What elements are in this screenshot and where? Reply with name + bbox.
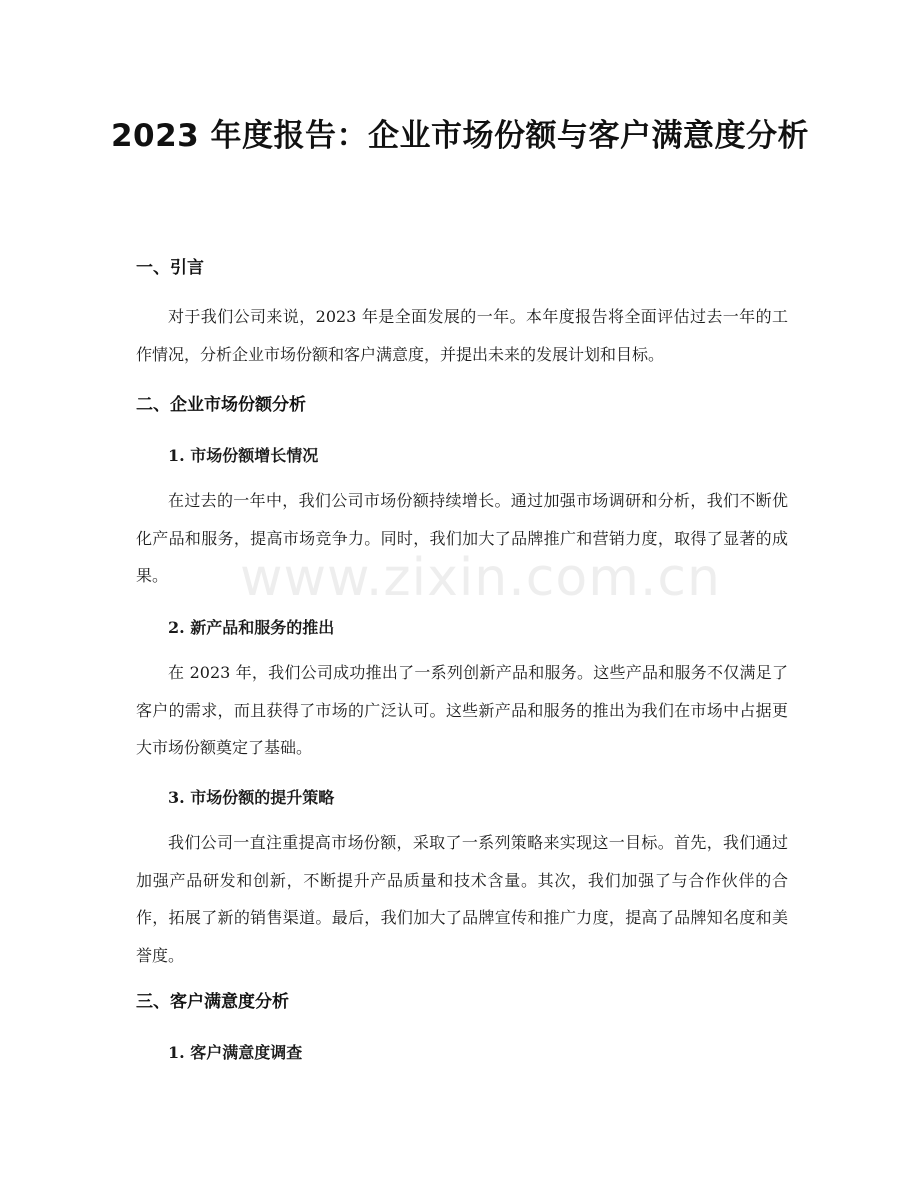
section-heading-customer-satisfaction: 三、客户满意度分析 xyxy=(136,992,289,1012)
subsection-heading-strategy: 3. 市场份额的提升策略 xyxy=(168,788,335,807)
growth-paragraph: 在过去的一年中，我们公司市场份额持续增长。通过加强市场调研和分析，我们不断优化产品和服务，提高市场竞争力。同时，我们加大了品牌推广和营销力度，取得了显著的成果。 xyxy=(136,491,788,585)
subsection-heading-growth: 1. 市场份额增长情况 xyxy=(168,446,319,465)
document-title: 2023 年度报告：企业市场份额与客户满意度分析 xyxy=(110,118,810,154)
new-products-paragraph: 在 2023 年，我们公司成功推出了一系列创新产品和服务。这些产品和服务不仅满足了客户的需求，而且获得了市场的广泛认可。这些新产品和服务的推出为我们在市场中占据更大市场份额奠定了基础。 xyxy=(136,663,788,757)
watermark-text: www.zixin.com.cn xyxy=(240,548,721,608)
introduction-paragraph: 对于我们公司来说，2023 年是全面发展的一年。本年度报告将全面评估过去一年的工作情况，分析企业市场份额和客户满意度，并提出未来的发展计划和目标。 xyxy=(136,307,788,364)
strategy-paragraph: 我们公司一直注重提高市场份额，采取了一系列策略来实现这一目标。首先，我们通过加强产品研发和创新，不断提升产品质量和技术含量。其次，我们加强了与合作伙伴的合作，拓展了新的销售渠道。最后，我们加大了品牌宣传和推广力度，提高了品牌知名度和美誉度。 xyxy=(136,833,788,965)
section-heading-market-share: 二、企业市场份额分析 xyxy=(136,395,306,415)
subsection-heading-survey: 1. 客户满意度调查 xyxy=(168,1043,303,1062)
section-heading-introduction: 一、引言 xyxy=(136,258,204,278)
subsection-heading-new-products: 2. 新产品和服务的推出 xyxy=(168,618,335,637)
